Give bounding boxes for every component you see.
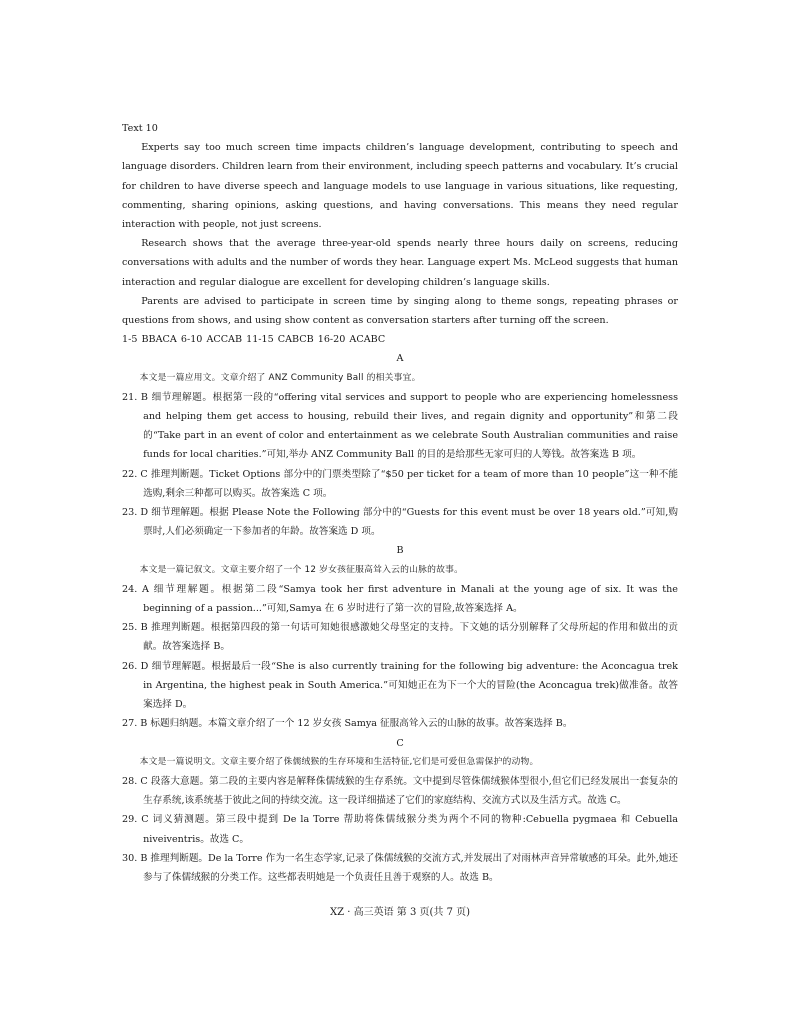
text10-paragraph-2: Research shows that the average three-year-old spends nearly three hours daily on screens, reducing conversations with adults and the number of words they hear. Language expert Ms. McLeod suggests that human interaction and regular dialogue are excellent for developing children’s language skills. — [122, 238, 678, 288]
answer-27: 27. B 标题归纳题。本篇文章介绍了一个 12 岁女孩 Samya 征服高耸入云的山脉的故事。故答案选择 B。 — [122, 718, 573, 730]
answer-key: 1-5 BBACA 6-10 ACCAB 11-15 CABCB 16-20 ACABC — [122, 334, 386, 346]
text10-paragraph-3: Parents are advised to participate in screen time by singing along to theme songs, repeating phrases or questions from shows, and using show content as conversation starters after turning off the screen. — [122, 295, 678, 327]
page-content — [122, 119, 678, 887]
answer-22: 22. C 推理判断题。Ticket Options 部分中的门票类型除了“$50 per ticket for a team of more than 10 people”这一种不能选购,剩余三种都可以购买。故答案选 C 项。 — [122, 468, 678, 499]
answer-30: 30. B 推理判断题。De la Torre 作为一名生态学家,记录了侏儒绒猴的交流方式,并发展出了对雨林声音异常敏感的耳朵。此外,她还参与了侏儒绒猴的分类工作。这些都表明她是一个负责任且善于观察的人。故选 B。 — [122, 852, 678, 883]
answer-26: 26. D 细节理解题。根据最后一段“She is also currently training for the following big adventure: the Aconcagua trek in Argentina, the highest peak in South America.”可知她正在为下一个大的冒险(the Aconcagua trek)做准备。故答案选择 D。 — [122, 660, 678, 711]
section-c-intro: 本文是一篇说明文。文章主要介绍了侏儒绒猴的生存环境和生活特征,它们是可爱但急需保护的动物。 — [139, 756, 539, 767]
section-b-intro: 本文是一篇记叙文。文章主要介绍了一个 12 岁女孩征服高耸入云的山脉的故事。 — [139, 564, 464, 575]
text10-title: Text 10 — [122, 123, 158, 134]
section-a-intro: 本文是一篇应用文。文章介绍了 ANZ Community Ball 的相关事宜。 — [139, 372, 421, 383]
answer-24: 24. A 细节理解题。根据第二段“Samya took her first adventure in Manali at the young age of six. It was the beginning of a passion...”可知,Samya 在 6 岁时进行了第一次的冒险,故答案选择 A。 — [122, 583, 678, 615]
answer-28: 28. C 段落大意题。第二段的主要内容是解释侏儒绒猴的生存系统。文中提到尽管侏儒绒猴体型很小,但它们已经发展出一套复杂的生存系统,该系统基于彼此之间的持续交流。这一段详细描述了它们的家庭结构、交流方式以及生活方式。故选 C。 — [122, 775, 678, 807]
section-b-letter: B — [396, 545, 404, 557]
answer-25: 25. B 推理判断题。根据第四段的第一句话可知她很感激她父母坚定的支持。下文她的话分别解释了父母所起的作用和做出的贡献。故答案选择 B。 — [122, 622, 678, 653]
answer-23: 23. D 细节理解题。根据 Please Note the Following 部分中的“Guests for this event must be over 18 years old.”可知,购票时,人们必须确定一下参加者的年龄。故答案选 D 项。 — [122, 507, 678, 538]
answer-29: 29. C 词义猜测题。第三段中提到 De la Torre 帮助将侏儒绒猴分类为两个不同的物种:Cebuella pygmaea 和 Cebuella niveiventris。故选 C。 — [122, 814, 678, 845]
page-footer: XZ · 高三英语 第 3 页(共 7 页) — [329, 907, 471, 918]
text10-paragraph-1: Experts say too much screen time impacts children’s language development, contributing to speech and language disorders. Children learn from their environment, including speech patterns and vocabulary. It’s crucial for children to have diverse speech and language models to use language in various situations, like requesting, commenting, sharing opinions, asking questions, and having conversations. This means they need regular interaction with people, not just screens. — [122, 142, 678, 231]
answer-21: 21. B 细节理解题。根据第一段的“offering vital services and support to people who are experiencing homelessness and helping them get access to housing, rebuild their lives, and regain dignity and opportunity”和第二段的“Take part in an event of color and entertainment as we celebrate South Australian communities and raise funds for local charities.”可知,举办 ANZ Community Ball 的目的是给那些无家可归的人筹钱。故答案选 B 项。 — [122, 391, 678, 461]
section-a-letter: A — [396, 353, 404, 365]
section-c-letter: C — [396, 737, 404, 749]
